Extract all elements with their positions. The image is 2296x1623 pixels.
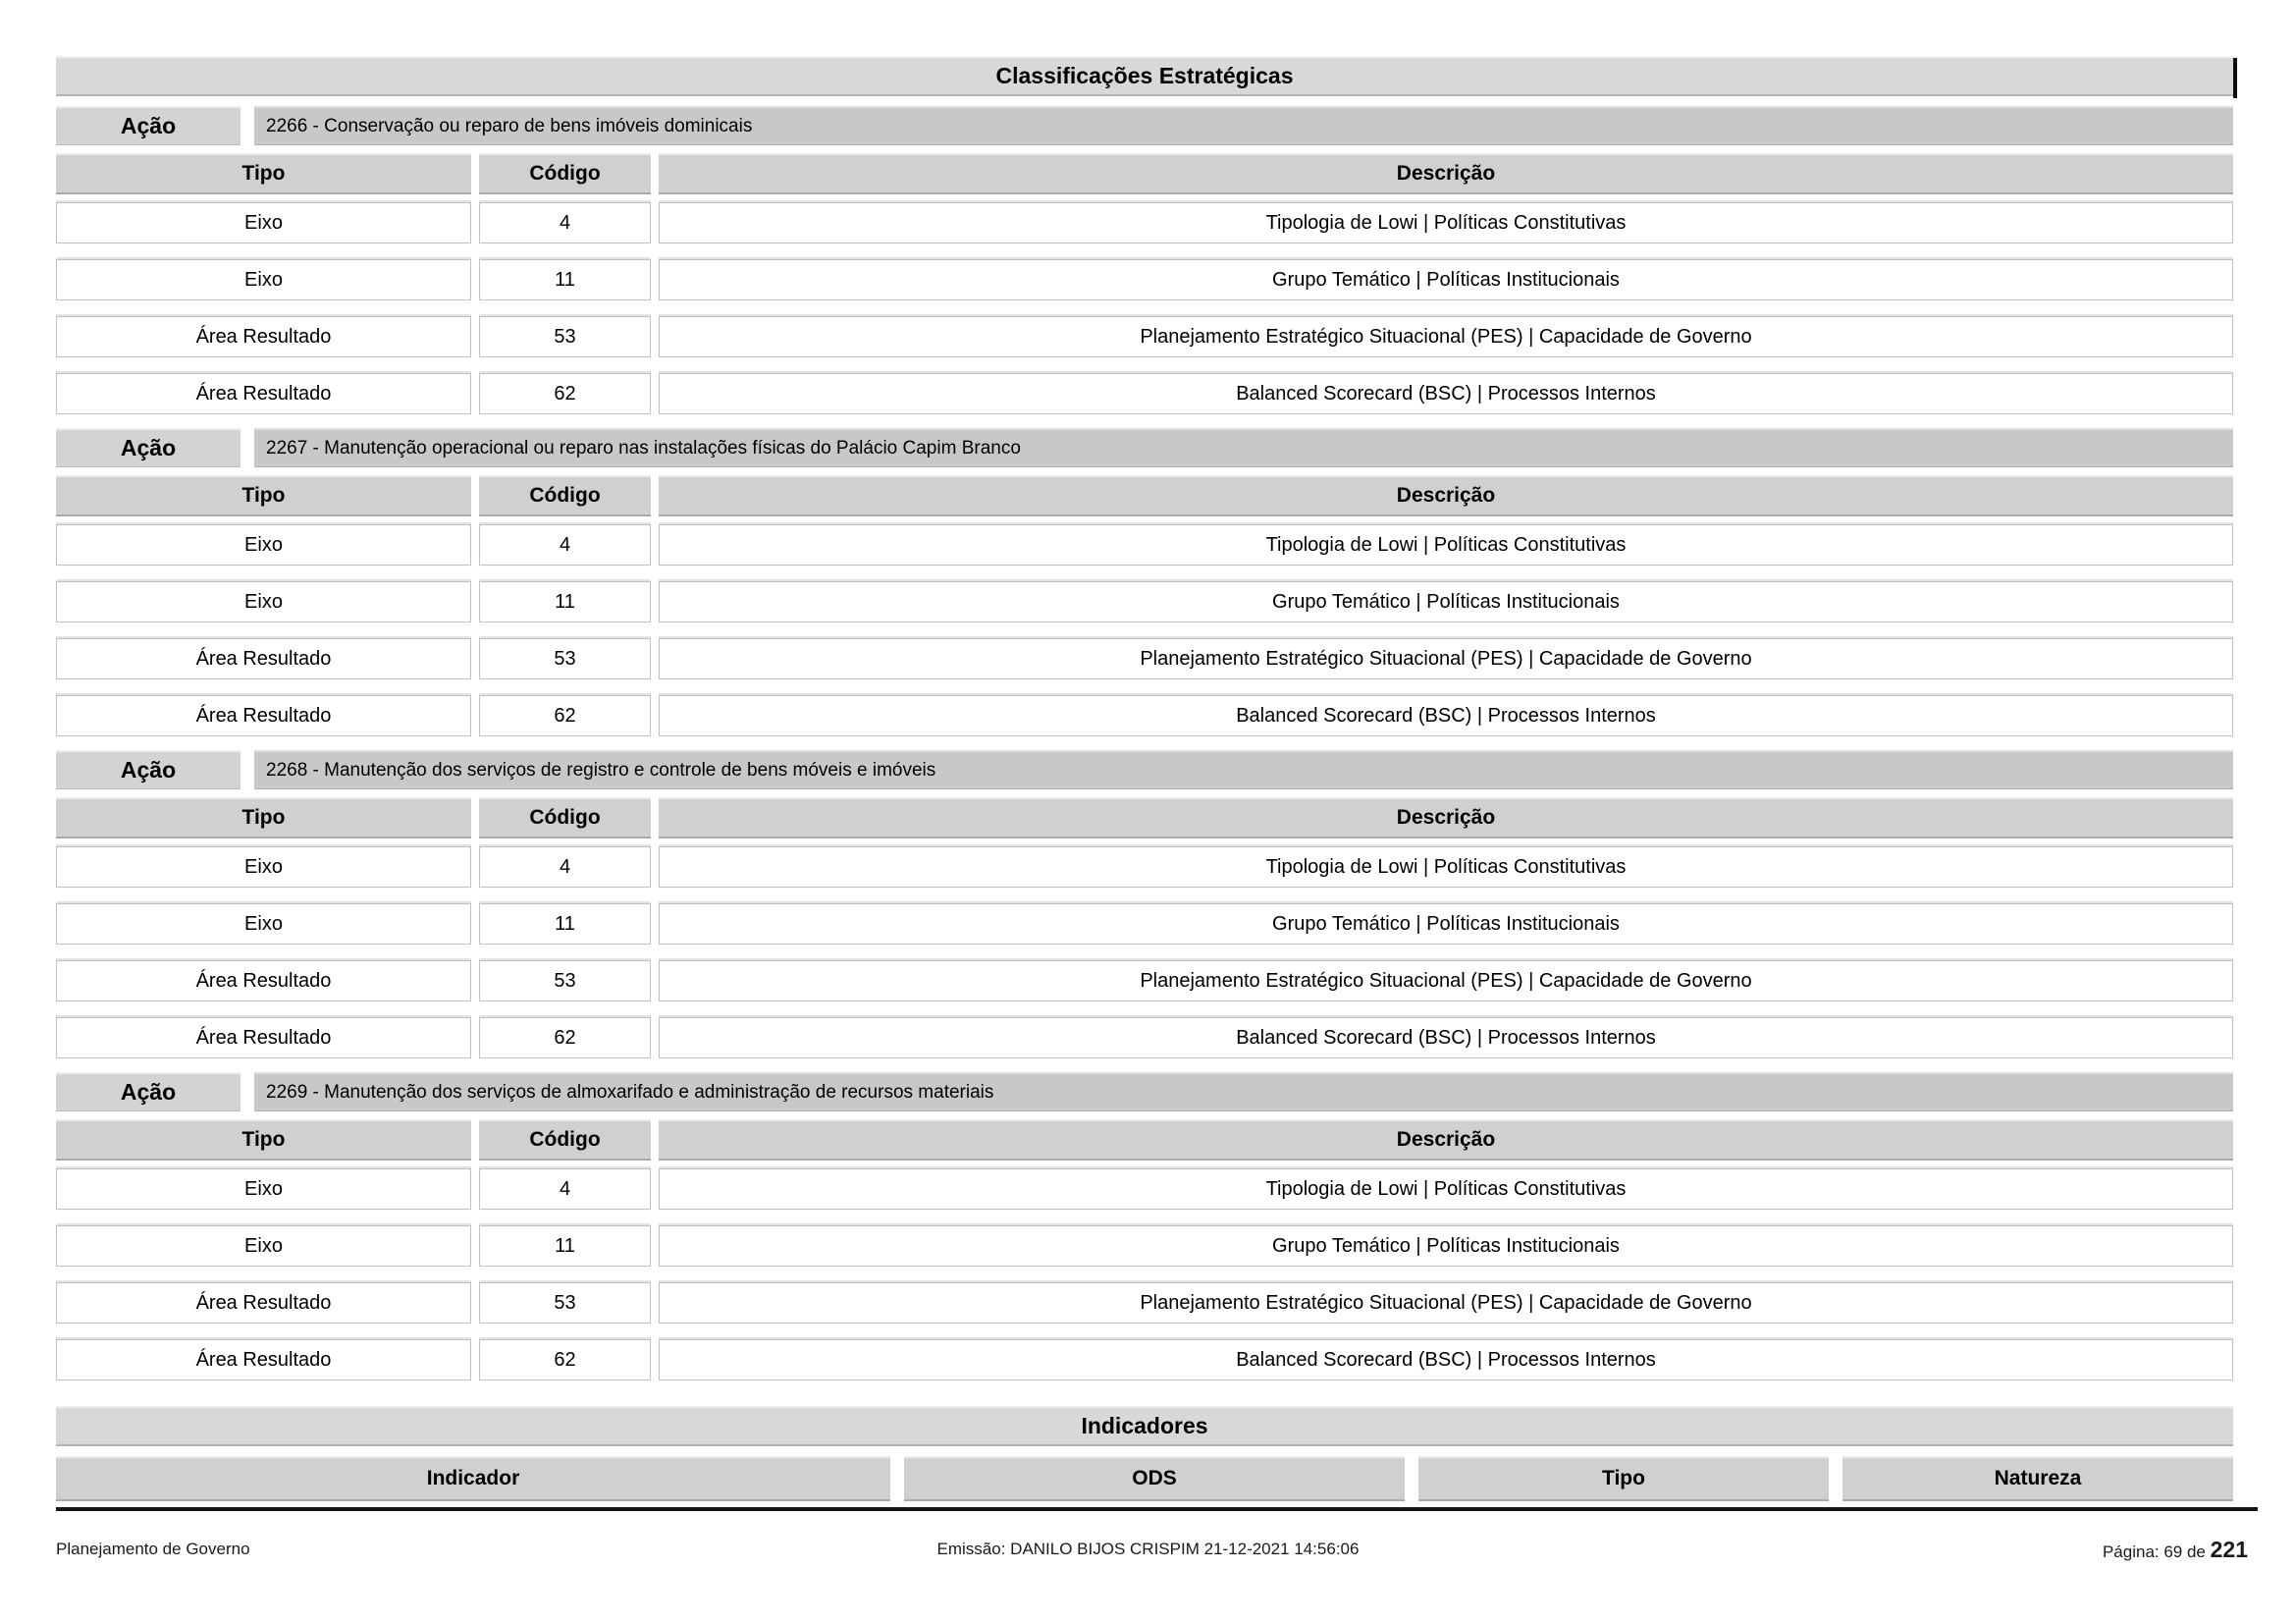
indicadores-block xyxy=(56,1406,2233,1511)
column-header-descricao: Descrição xyxy=(659,475,2233,516)
cell-descricao: Balanced Scorecard (BSC) | Processos Internos xyxy=(659,373,2233,414)
table-bottom-divider xyxy=(56,1507,2258,1511)
cell-codigo: 53 xyxy=(479,1282,651,1324)
cell-codigo: 53 xyxy=(479,960,651,1001)
classification-row xyxy=(56,259,2233,300)
classification-row xyxy=(56,1168,2233,1210)
footer-page-info xyxy=(2103,1537,2248,1563)
classification-row xyxy=(56,1225,2233,1267)
cell-descricao: Grupo Temático | Políticas Institucionais xyxy=(659,259,2233,300)
cell-codigo: 11 xyxy=(479,903,651,945)
column-header-codigo: Código xyxy=(479,475,651,516)
cell-tipo: Eixo xyxy=(56,1168,471,1210)
classificacoes-sections xyxy=(56,106,2233,1380)
cell-descricao: Grupo Temático | Políticas Institucionais xyxy=(659,581,2233,622)
column-header-descricao: Descrição xyxy=(659,1119,2233,1161)
footer-page-total: 221 xyxy=(2210,1537,2248,1562)
title-bar-end-line xyxy=(2233,58,2237,98)
classification-row xyxy=(56,903,2233,945)
cell-descricao: Grupo Temático | Políticas Institucionais xyxy=(659,1225,2233,1267)
classification-row xyxy=(56,1017,2233,1058)
column-header-codigo: Código xyxy=(479,1119,651,1161)
classification-row xyxy=(56,695,2233,736)
acao-title: 2269 - Manutenção dos serviços de almoxarifado e administração de recursos materiais xyxy=(254,1072,2233,1111)
classificacoes-title-bar xyxy=(56,56,2233,96)
cell-tipo: Área Resultado xyxy=(56,373,471,414)
cell-tipo: Área Resultado xyxy=(56,638,471,679)
cell-descricao: Balanced Scorecard (BSC) | Processos Internos xyxy=(659,1017,2233,1058)
cell-tipo: Eixo xyxy=(56,903,471,945)
classification-row xyxy=(56,638,2233,679)
classification-row xyxy=(56,960,2233,1001)
acao-title: 2268 - Manutenção dos serviços de registro e controle de bens móveis e imóveis xyxy=(254,750,2233,789)
cell-codigo: 4 xyxy=(479,202,651,243)
column-header-codigo: Código xyxy=(479,797,651,839)
acao-section xyxy=(56,428,2233,736)
indicadores-header-row xyxy=(56,1456,2233,1501)
classification-row xyxy=(56,316,2233,357)
acao-section xyxy=(56,1072,2233,1380)
cell-descricao: Planejamento Estratégico Situacional (PES) | Capacidade de Governo xyxy=(659,316,2233,357)
cell-descricao: Tipologia de Lowi | Políticas Constitutivas xyxy=(659,524,2233,566)
column-header-codigo: Código xyxy=(479,153,651,194)
cell-codigo: 4 xyxy=(479,846,651,888)
footer-emission-info: Emissão: DANILO BIJOS CRISPIM 21-12-2021 14:56:06 xyxy=(936,1540,1360,1558)
footer-system-name: Planejamento de Governo xyxy=(56,1540,250,1558)
classification-row xyxy=(56,1282,2233,1324)
classification-row xyxy=(56,373,2233,414)
indicadores-column-natureza: Natureza xyxy=(1842,1456,2233,1501)
page-footer xyxy=(0,1537,2296,1562)
classification-column-header-row xyxy=(56,153,2233,194)
classification-row xyxy=(56,846,2233,888)
cell-codigo: 4 xyxy=(479,1168,651,1210)
indicadores-column-ods: ODS xyxy=(904,1456,1405,1501)
acao-header-row xyxy=(56,1072,2233,1111)
indicadores-column-indicador: Indicador xyxy=(56,1456,890,1501)
cell-tipo: Área Resultado xyxy=(56,1017,471,1058)
acao-label: Ação xyxy=(56,1072,240,1111)
cell-tipo: Área Resultado xyxy=(56,960,471,1001)
cell-tipo: Eixo xyxy=(56,202,471,243)
cell-descricao: Tipologia de Lowi | Políticas Constitutivas xyxy=(659,846,2233,888)
cell-codigo: 11 xyxy=(479,259,651,300)
acao-label: Ação xyxy=(56,750,240,789)
classification-column-header-row xyxy=(56,797,2233,839)
indicadores-title-bar xyxy=(56,1406,2233,1446)
cell-descricao: Grupo Temático | Políticas Institucionais xyxy=(659,903,2233,945)
column-header-tipo: Tipo xyxy=(56,797,471,839)
cell-descricao: Balanced Scorecard (BSC) | Processos Internos xyxy=(659,1339,2233,1380)
classification-row xyxy=(56,524,2233,566)
cell-tipo: Área Resultado xyxy=(56,1339,471,1380)
cell-descricao: Planejamento Estratégico Situacional (PES) | Capacidade de Governo xyxy=(659,638,2233,679)
cell-tipo: Eixo xyxy=(56,1225,471,1267)
cell-tipo: Eixo xyxy=(56,259,471,300)
classification-row xyxy=(56,1339,2233,1380)
report-content xyxy=(56,56,2233,1511)
indicadores-title: Indicadores xyxy=(1081,1413,1208,1438)
cell-codigo: 62 xyxy=(479,1339,651,1380)
column-header-descricao: Descrição xyxy=(659,153,2233,194)
cell-codigo: 4 xyxy=(479,524,651,566)
column-header-tipo: Tipo xyxy=(56,153,471,194)
classification-row xyxy=(56,581,2233,622)
acao-title: 2267 - Manutenção operacional ou reparo nas instalações físicas do Palácio Capim Branco xyxy=(254,428,2233,467)
cell-codigo: 62 xyxy=(479,1017,651,1058)
cell-codigo: 11 xyxy=(479,1225,651,1267)
column-header-descricao: Descrição xyxy=(659,797,2233,839)
footer-page-label: Página: 69 de xyxy=(2102,1542,2206,1561)
cell-codigo: 53 xyxy=(479,638,651,679)
classification-row xyxy=(56,202,2233,243)
cell-descricao: Planejamento Estratégico Situacional (PES) | Capacidade de Governo xyxy=(659,1282,2233,1324)
indicadores-column-tipo: Tipo xyxy=(1418,1456,1829,1501)
cell-codigo: 53 xyxy=(479,316,651,357)
cell-tipo: Eixo xyxy=(56,846,471,888)
classificacoes-title: Classificações Estratégicas xyxy=(995,63,1294,88)
cell-descricao: Planejamento Estratégico Situacional (PES) | Capacidade de Governo xyxy=(659,960,2233,1001)
acao-header-row xyxy=(56,428,2233,467)
classification-column-header-row xyxy=(56,1119,2233,1161)
cell-descricao: Tipologia de Lowi | Políticas Constitutivas xyxy=(659,1168,2233,1210)
cell-tipo: Área Resultado xyxy=(56,316,471,357)
cell-tipo: Eixo xyxy=(56,581,471,622)
column-header-tipo: Tipo xyxy=(56,1119,471,1161)
cell-tipo: Área Resultado xyxy=(56,1282,471,1324)
cell-tipo: Área Resultado xyxy=(56,695,471,736)
acao-header-row xyxy=(56,750,2233,789)
column-header-tipo: Tipo xyxy=(56,475,471,516)
acao-label: Ação xyxy=(56,106,240,145)
cell-codigo: 11 xyxy=(479,581,651,622)
acao-title: 2266 - Conservação ou reparo de bens imóveis dominicais xyxy=(254,106,2233,145)
acao-section xyxy=(56,106,2233,414)
cell-descricao: Balanced Scorecard (BSC) | Processos Internos xyxy=(659,695,2233,736)
acao-header-row xyxy=(56,106,2233,145)
cell-codigo: 62 xyxy=(479,373,651,414)
cell-descricao: Tipologia de Lowi | Políticas Constitutivas xyxy=(659,202,2233,243)
acao-section xyxy=(56,750,2233,1058)
cell-codigo: 62 xyxy=(479,695,651,736)
cell-tipo: Eixo xyxy=(56,524,471,566)
classification-column-header-row xyxy=(56,475,2233,516)
acao-label: Ação xyxy=(56,428,240,467)
